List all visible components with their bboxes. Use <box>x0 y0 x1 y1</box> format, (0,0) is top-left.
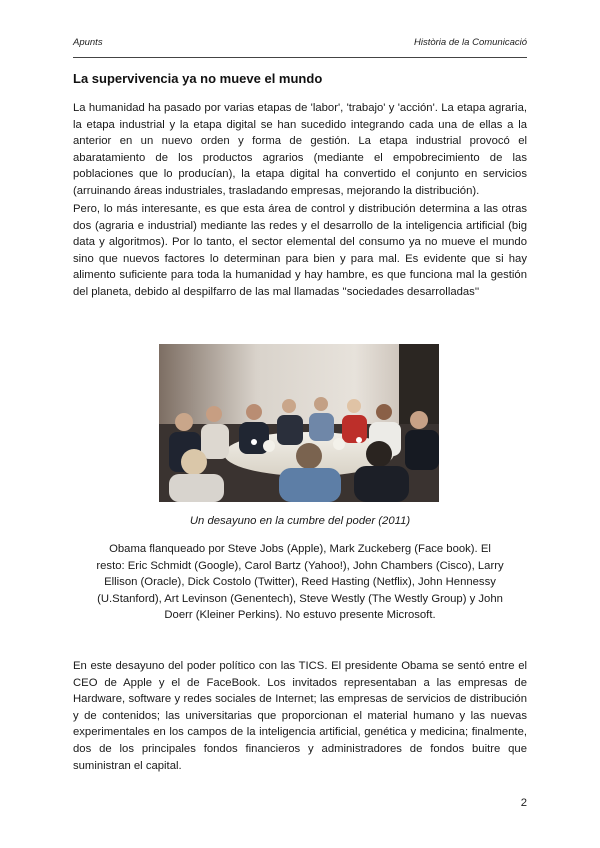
breakfast-photo <box>159 344 439 502</box>
paragraph-2: Pero, lo más interesante, es que esta área de control y distribución determina a las otras dos (agraria e industrial) mediante las redes y el desarrollo de la inteligencia artificial (big data y algoritmos). Por lo tanto, el sector elemental del consumo ya no mueve el mundo sino que nuevos factores lo determinan para bien y para mal. Es evidente que si hay alimento suficiente para toda la humanidad y hay hambre, es que funciona mal la gestión del planeta, debido al despilfarro de las mal llamadas ''sociedades desarrolladas'' <box>73 203 527 298</box>
section-title: La supervivencia ya no mueve el mundo <box>73 71 323 86</box>
photo-caption: Un desayuno en la cumbre del poder (2011) <box>189 515 411 527</box>
paragraph-1: La humanidad ha pasado por varias etapas de 'labor', 'trabajo' y 'acción'. La etapa agraria, la etapa industrial y la etapa digital se han sucedido integrando cada una de ellas a la anterior en un nuevo orden y forma de gestión. La etapa industrial provocó el abaratamiento de los productos agrarios (mediante el empobrecimiento de las poblaciones que lo producían), la etapa digital ha convertido el conjunto en servicios (arruinando áreas industriales, trasladando empresas, mejorando la distribución). <box>73 102 527 197</box>
page-header <box>73 37 527 55</box>
header-left: Apunts <box>73 37 103 48</box>
page-number: 2 <box>520 797 527 809</box>
header-divider <box>73 57 527 58</box>
header-right: Història de la Comunicació <box>414 37 527 48</box>
paragraph-3: En este desayuno del poder político con las TICS. El presidente Obama se sentó entre el CEO de Apple y el de FaceBook. Los invitados representaban a las empresas de Hardware, software y redes sociales de Internet; las empresas de servicios de distribución y de contenidos; las universitarias que proporcionan el material humano y las nuevas experimentales en los campos de la inteligencia artificial, genética y medicina; finalmente, dos de los principales fondos financieros y administradores de fondos buitre que suministran el capital. <box>73 660 527 772</box>
photo-description: Obama flanqueado por Steve Jobs (Apple), Mark Zuckeberg (Face book). El resto: Eric Schmidt (Google), Carol Bartz (Yahoo!), John Chambers (Cisco), Larry Ellison (Oracle), Dick Costolo (Twitter), Reed Hasting (Netflix), John Hennessy (U.Stanford), Art Levinson (Genentech), Steve Westly (The Westly Group) y John Doerr (Kleiner Perkins). No estuvo presente Microsoft. <box>96 543 504 622</box>
